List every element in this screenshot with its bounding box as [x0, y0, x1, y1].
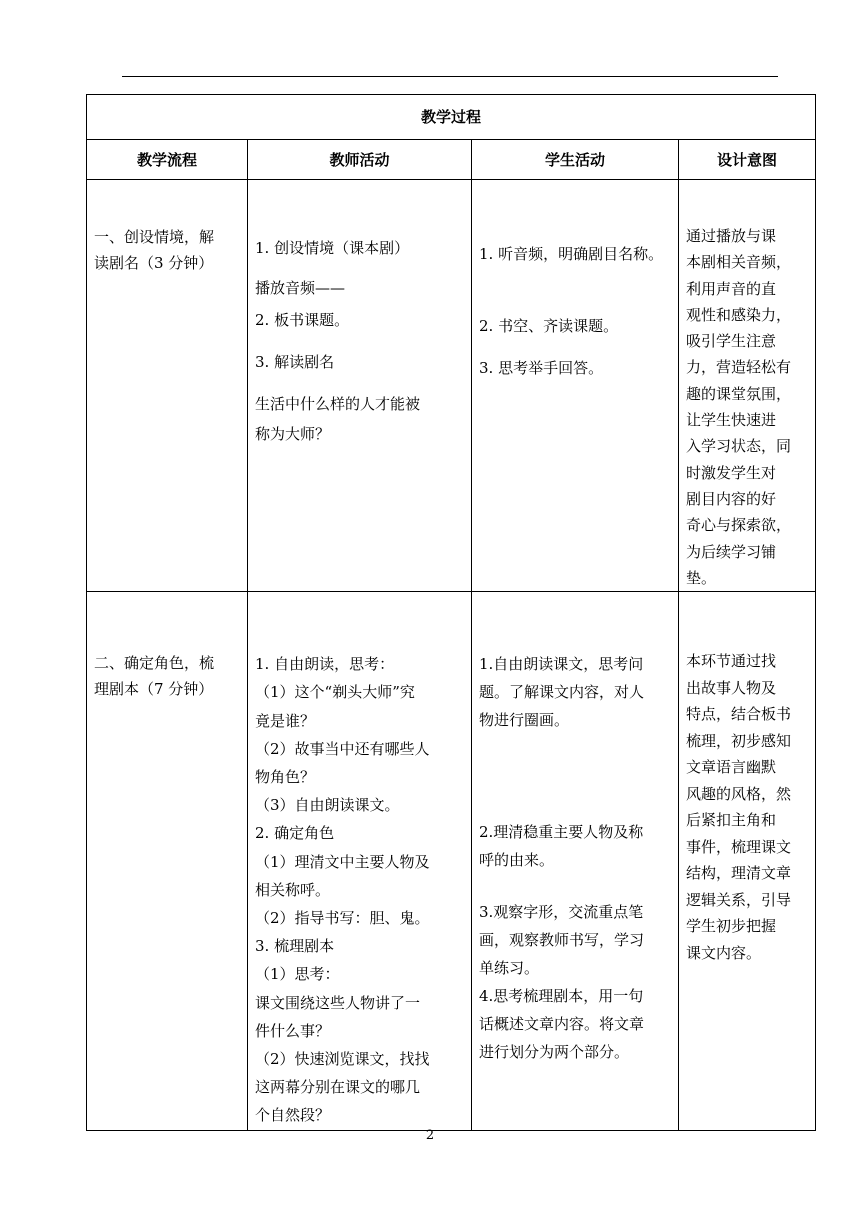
student-line: 1.自由朗读课文，思考问 — [479, 655, 644, 674]
teacher-line: 播放音频—— — [255, 279, 346, 297]
intent-line: 为后续学习铺 — [686, 542, 777, 561]
student-line: 画，观察教师书写，学习 — [479, 931, 645, 950]
student-line: 1. 听音频，明确剧目名称。 — [479, 245, 664, 263]
teacher-line: 课文围绕这些人物讲了一 — [255, 993, 421, 1012]
table-row — [87, 592, 816, 1130]
lesson-plan-table — [86, 94, 816, 1131]
teacher-line: （2）指导书写：胆、鬼。 — [255, 908, 430, 927]
student-line: 2. 书空、齐读课题。 — [479, 317, 619, 335]
teacher-line: （1）理清文中主要人物及 — [255, 852, 430, 871]
intent-line: 剧目内容的好 — [686, 489, 777, 508]
flow-line: 二、确定角色，梳 — [94, 654, 215, 673]
intent-line: 本环节通过找 — [686, 652, 777, 671]
intent-line: 梳理，初步感知 — [686, 731, 792, 750]
teacher-line: 3. 解读剧名 — [255, 353, 335, 371]
intent-line: 逻辑关系，引导 — [686, 890, 792, 909]
intent-line: 通过播放与课 — [686, 227, 777, 245]
student-line: 4.思考梳理剧本，用一句 — [479, 987, 644, 1006]
teacher-line: （1）这个“剃头大师”究 — [255, 683, 415, 702]
intent-line: 让学生快速进 — [686, 411, 777, 430]
teacher-line: （3）自由朗读课文。 — [255, 796, 400, 815]
intent-line: 特点，结合板书 — [686, 705, 792, 724]
intent-line: 后紧扣主角和 — [686, 811, 777, 830]
intent-line: 课文内容。 — [686, 943, 762, 962]
teacher-line: 1. 创设情境（课本剧） — [255, 239, 410, 257]
intent-line: 力，营造轻松有 — [686, 358, 792, 377]
teacher-line: （2）故事当中还有哪些人 — [255, 739, 430, 758]
student-line: 2.理清稳重主要人物及称 — [479, 823, 644, 842]
teacher-line: 竟是谁？ — [255, 711, 316, 730]
intent-cell — [679, 180, 816, 592]
intent-line: 风趣的风格，然 — [686, 784, 792, 803]
teacher-line: 2. 确定角色 — [255, 824, 335, 843]
teacher-line: 1. 自由朗读，思考： — [255, 655, 395, 674]
teacher-cell — [248, 592, 472, 1130]
flow-line: 读剧名（3 分钟） — [94, 254, 214, 272]
intent-cell — [679, 592, 816, 1130]
header-flow: 教学流程 — [87, 140, 248, 180]
header-intent: 设计意图 — [679, 140, 816, 180]
intent-line: 观性和感染力， — [686, 305, 792, 324]
table-title: 教学过程 — [87, 95, 816, 140]
flow-line: 理剧本（7 分钟） — [94, 680, 214, 699]
student-cell — [472, 180, 679, 592]
student-line: 话概述文章内容。将文章 — [479, 1015, 645, 1034]
intent-line: 入学习状态，同 — [686, 437, 792, 456]
student-cell — [472, 592, 679, 1130]
teacher-line: （1）思考： — [255, 965, 340, 984]
teacher-line: 称为大师？ — [255, 425, 331, 443]
student-line: 单练习。 — [479, 959, 540, 978]
header-teacher: 教师活动 — [248, 140, 472, 180]
intent-line: 本剧相关音频， — [686, 253, 792, 272]
intent-line: 出故事人物及 — [686, 678, 777, 697]
intent-line: 学生初步把握 — [686, 917, 777, 936]
teacher-line: 相关称呼。 — [255, 880, 331, 899]
student-line: 3. 思考举手回答。 — [479, 359, 604, 377]
header-student: 学生活动 — [472, 140, 679, 180]
intent-line: 趣的课堂氛围， — [686, 384, 792, 403]
flow-line: 一、创设情境，解 — [94, 228, 215, 246]
teacher-cell — [248, 180, 472, 592]
teacher-line: 生活中什么样的人才能被 — [255, 395, 421, 413]
header-rule — [122, 76, 778, 77]
intent-line: 事件，梳理课文 — [686, 837, 792, 856]
teacher-line: 2. 板书课题。 — [255, 311, 350, 329]
table-row — [87, 180, 816, 592]
flow-cell — [87, 180, 248, 592]
teacher-line: 3. 梳理剧本 — [255, 937, 335, 956]
student-line: 物进行圈画。 — [479, 711, 570, 730]
intent-line: 结构，理清文章 — [686, 864, 792, 883]
teacher-line: 这两幕分别在课文的哪几 — [255, 1078, 421, 1097]
teacher-line: 物角色？ — [255, 767, 316, 786]
student-line: 呼的由来。 — [479, 851, 555, 870]
intent-line: 时激发学生对 — [686, 463, 777, 482]
student-line: 3.观察字形，交流重点笔 — [479, 903, 644, 922]
teacher-line: 个自然段？ — [255, 1106, 331, 1125]
intent-line: 奇心与探索欲， — [686, 516, 792, 535]
intent-line: 垫。 — [686, 568, 717, 587]
intent-line: 利用声音的直 — [686, 279, 777, 298]
page-number: 2 — [425, 1128, 435, 1143]
intent-line: 吸引学生注意 — [686, 332, 777, 351]
teacher-line: 件什么事？ — [255, 1021, 331, 1040]
student-line: 进行划分为两个部分。 — [479, 1043, 630, 1062]
intent-line: 文章语言幽默 — [686, 758, 777, 777]
student-line: 题。了解课文内容，对人 — [479, 683, 645, 702]
flow-cell — [87, 592, 248, 1130]
teacher-line: （2）快速浏览课文，找找 — [255, 1050, 430, 1068]
